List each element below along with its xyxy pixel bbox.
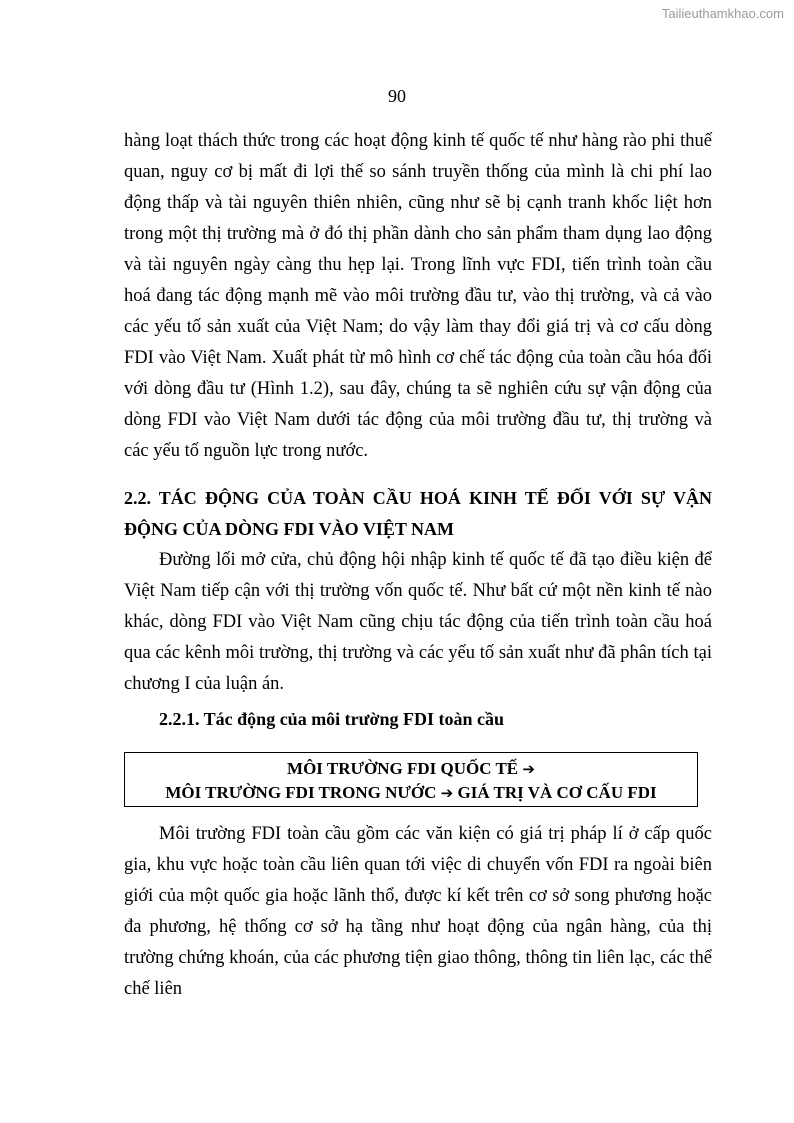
right-arrow-icon: ➔ xyxy=(522,760,535,778)
paragraph-3: Môi trường FDI toàn cầu gồm các văn kiện có giá trị pháp lí ở cấp quốc gia, khu vực hoặc toàn cầu liên quan tới việc di chuyển vốn FDI ra ngoài biên giới của một quốc gia hoặc lãnh thổ, được kí kết trên cơ sở song phương hoặc đa phương, hệ thống cơ sở hạ tầng như hoạt động của ngân hàng, của thị trường chứng khoán, của các phương tiện giao thông, thông tin liên lạc, các thể chế liên xyxy=(124,824,712,999)
flow-diagram-box xyxy=(124,752,698,807)
flow-item-international-env: MÔI TRƯỜNG FDI QUỐC TẾ xyxy=(287,759,519,778)
section-heading: 2.2. TÁC ĐỘNG CỦA TOÀN CẦU HOÁ KINH TẾ ĐỐI VỚI SỰ VẬN ĐỘNG CỦA DÒNG FDI VÀO VIỆT NAM xyxy=(124,488,712,539)
right-arrow-icon: ➔ xyxy=(440,784,454,802)
flow-item-value-structure: GIÁ TRỊ VÀ CƠ CẤU FDI xyxy=(457,783,657,802)
watermark: Tailieuthamkhao.com xyxy=(661,6,784,21)
page-number: 90 xyxy=(388,86,406,106)
paragraph-1: hàng loạt thách thức trong các hoạt động kinh tế quốc tế như hàng rào phi thuế quan, nguy cơ bị mất đi lợi thế so sánh truyền thống của mình là chi phí lao động thấp và tài nguyên thiên nhiên, cũng như sẽ bị cạnh tranh khốc liệt hơn trong một thị trường mà ở đó thị phần dành cho sản phẩm tham dụng lao động và tài nguyên ngày càng thu hẹp lại. Trong lĩnh vực FDI, tiến trình toàn cầu hoá đang tác động mạnh mẽ vào môi trường đầu tư, vào thị trường, và cả vào các yếu tố sản xuất của Việt Nam; do vậy làm thay đổi giá trị và cơ cấu dòng FDI vào Việt Nam. Xuất phát từ mô hình cơ chế tác động của toàn cầu hóa đối với dòng đầu tư (Hình 1.2), sau đây, chúng ta sẽ nghiên cứu sự vận động của dòng FDI vào Việt Nam dưới tác động của môi trường đầu tư, thị trường và các yếu tố nguồn lực trong nước. xyxy=(124,131,712,461)
paragraph-2: Đường lối mở cửa, chủ động hội nhập kinh tế quốc tế đã tạo điều kiện để Việt Nam tiếp cận với thị trường vốn quốc tế. Như bất cứ một nền kinh tế nào khác, dòng FDI vào Việt Nam cũng chịu tác động của tiến trình toàn cầu hoá qua các kênh môi trường, thị trường và các yếu tố sản xuất như đã phân tích tại chương I của luận án. xyxy=(124,550,712,694)
flow-line-2 xyxy=(125,781,697,805)
subsection-heading: 2.2.1. Tác động của môi trường FDI toàn cầu xyxy=(159,709,504,729)
flow-line-1 xyxy=(125,757,697,781)
flow-item-domestic-env: MÔI TRƯỜNG FDI TRONG NƯỚC xyxy=(165,783,437,802)
